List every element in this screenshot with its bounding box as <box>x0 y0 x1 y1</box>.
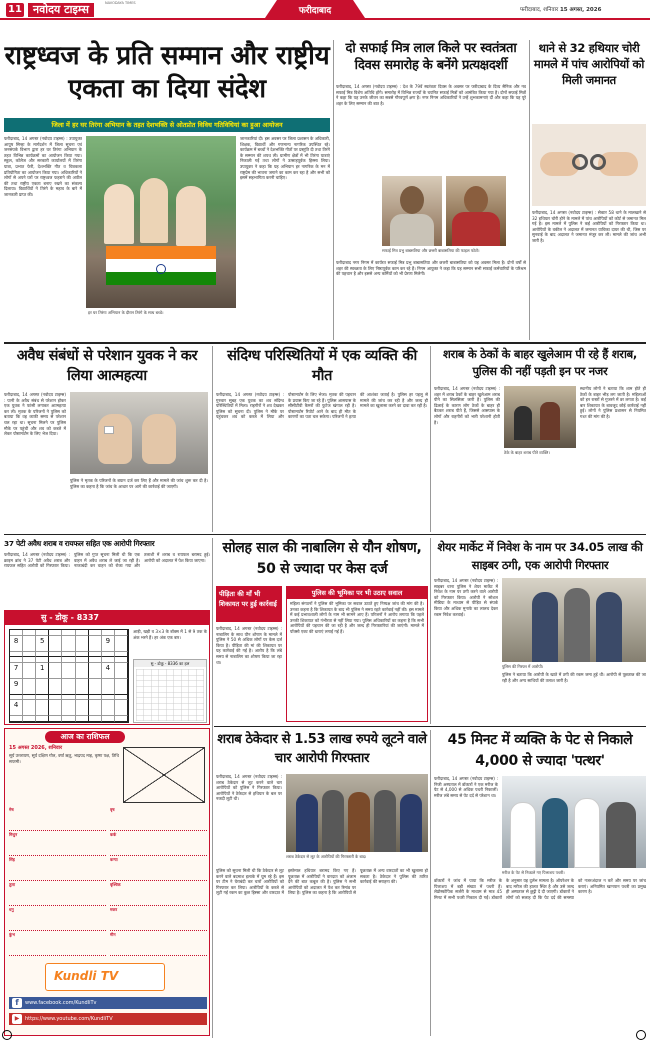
police-role-box: पुलिस की भूमिका पर भी उठाए सवाल महिला संगठनों ने पुलिस की भूमिका पर सवाल उठाते हुए निष्पक्ष जांच की मांग की है। उनका कहना है कि शिकायत के बाद भी पुलिस ने समय रहते कार्रवाई नहीं की। इस मामले में कई प्रभावशाली लोगों के नाम भी सामने आए हैं। परिजनों ने आरोप लगाया कि पहले उनकी शिकायत को गंभीरता से नहीं लिया गया। पुलिस अधिकारियों का कहना है कि सभी आरोपियों की पहचान की जा रही है और जल्द ही गिरफ्तारियां की जाएंगी। मामले में पॉक्सो एक्ट की धाराएं लगाई गई हैं। <box>286 586 428 722</box>
sudoku-cell <box>89 636 102 652</box>
horoscope-sign <box>9 907 106 931</box>
masthead <box>0 0 650 20</box>
headline: 37 पेटी अवैध शराब व रायफल सहित एक आरोपी गिरफ्तार <box>4 539 155 548</box>
horoscope-sign <box>110 882 207 906</box>
sudoku-cell <box>102 700 115 716</box>
box-title: पुलिस की भूमिका पर भी उठाए सवाल <box>287 587 427 599</box>
sudoku-cell <box>62 700 75 716</box>
sudoku-cell: 1 <box>36 663 49 679</box>
youtube-icon: ▶ <box>12 1014 22 1024</box>
sudoku-cell <box>36 679 49 695</box>
sudoku-cell <box>23 679 36 695</box>
story-cyber-fraud <box>434 538 646 724</box>
sudoku-grid <box>9 629 129 723</box>
sudoku-cell <box>76 716 89 722</box>
sign-name: धनु <box>9 907 14 912</box>
section-title: फरीदाबाद <box>298 6 332 16</box>
sudoku-cell <box>89 663 102 679</box>
body-col-3: जानकारियां दी। इस अवसर पर जिला प्रशासन के अधिकारी, शिक्षक, विद्यार्थी और गणमान्य नागरिक उपस्थित रहे। कार्यक्रम में बच्चों ने देशभक्ति गीतों पर प्रस्तुति दी तथा तिरंगे के सम्मान की शपथ ली। ग्रामीण क्षेत्रों में भी तिरंगा यात्राएं निकाली गईं तथा लोगों ने उत्साहपूर्वक हिस्सा लिया। उपायुक्त ने कहा कि यह अभियान हर नागरिक के मन में राष्ट्रप्रेम की भावना जगाने का काम कर रहा है और सभी को इसमें सहभागिता करनी चाहिए। <box>240 136 330 181</box>
sudoku-cell <box>76 700 89 716</box>
photo-caption: सफाई मित्र प्रभु बाबसतिया और छत्तरी बाबासतिया की फाइल फोटो। <box>382 248 480 253</box>
sign-name: वृश्चिक <box>110 882 121 887</box>
photo-caption: शराब ठेकेदार से लूट के आरोपियों की गिरफ्तारी के बाद। <box>286 854 367 859</box>
sudoku-cell <box>23 700 36 716</box>
body-left: फरीदाबाद, 14 अगस्त (नवोदय टाइम्स) : साइबर थाना पुलिस ने शेयर मार्केट में निवेश के नाम पर ठगी करने वाले आरोपी को गिरफ्तार किया। आरोपी ने सोशल मीडिया के माध्यम से पीड़ित से संपर्क किया और अधिक मुनाफे का लालच देकर रकम निवेश करवाई। <box>434 578 498 617</box>
story-illegal-liquor <box>4 538 210 608</box>
dateline: फरीदाबाद, शनिवार 15 अगस्त, 2026 <box>520 7 602 13</box>
sudoku-cell <box>115 663 128 679</box>
horoscope-sign <box>110 807 207 831</box>
sudoku-cell: 7 <box>10 663 23 679</box>
horoscope-sign <box>9 807 106 831</box>
sub-headline: पीड़िता की माँ भी शिकायत पर हुई कार्रवाई <box>216 586 282 622</box>
sudoku-cell <box>115 636 128 652</box>
kundli-banner <box>45 963 165 991</box>
sudoku-cell <box>76 679 89 695</box>
sudoku-cell <box>49 716 62 722</box>
sudoku-cell <box>115 716 128 722</box>
sudoku-cell <box>62 679 75 695</box>
sign-name: वृष <box>110 807 115 812</box>
body-lower: पुलिस को सूचना मिली थी कि ठेकेदार से लूट करने वाले बदमाश इलाके में घूम रहे हैं। इस पर टीम ने घेराबंदी कर चारों आरोपियों को गिरफ्तार कर लिया। आरोपियों के कब्जे से लूटी गई रकम का कुछ हिस्सा और वारदात में इस्तेमाल हथियार बरामद किए गए हैं। पूछताछ में आरोपियों ने वारदात को अंजाम देने की बात कबूल की है। पुलिस ने सभी आरोपियों को अदालत में पेश कर रिमांड पर लिया है। पुलिस का कहना है कि आरोपियों से पूछताछ में अन्य वारदातों का भी खुलासा हो सकता है। ठेकेदार ने पुलिस की त्वरित कार्रवाई की सराहना की। <box>216 868 428 896</box>
sign-name: कन्या <box>110 857 118 862</box>
sudoku-cell: 8 <box>10 636 23 652</box>
horoscope-sign <box>110 832 207 856</box>
children-flag-photo <box>86 136 236 308</box>
photo-caption: ठेके के बाहर शराब पीते व्यक्ति। <box>504 450 550 455</box>
photo-caption: पुलिस की गिरफ्त में आरोपी। <box>502 664 544 669</box>
accused-photo <box>286 774 428 852</box>
headline: शराब के ठेकों के बाहर खुलेआम पी रहे हैं शराब, पुलिस की नहीं पड़ती इन पर नजर <box>442 347 637 378</box>
sudoku-cell <box>115 679 128 695</box>
facebook-link[interactable]: f www.facebook.com/KundliTv <box>9 997 207 1009</box>
sign-name: कुंभ <box>9 932 15 937</box>
sign-name: तुला <box>9 882 16 887</box>
sign-name: मेष <box>9 807 14 812</box>
sign-name: सिंह <box>9 857 15 862</box>
kundli-logo: Kundli TV <box>54 969 119 983</box>
worker-photo-2 <box>446 176 506 246</box>
strap: जिला में हर घर तिरंगा अभियान के तहत देशभक्ति से ओतप्रोत विविध गतिविधियां का हुआ आयोजन <box>4 118 330 132</box>
horoscope-sign <box>9 932 106 956</box>
sudoku-cell <box>89 679 102 695</box>
sudoku-cell <box>76 663 89 679</box>
liquor-photo <box>504 386 576 448</box>
body-lower: फरीदाबाद नगर निगम में कार्यरत सफाई मित्र प्रभु बाबासतिया और छत्तरी बाबासतिया को यह अवसर मिला है। दोनों वर्षों से शहर की स्वच्छता के लिए निष्ठापूर्वक काम कर रहे हैं। निगम आयुक्त ने कहा कि यह सम्मान सभी सफाई कर्मचारियों के परिश्रम की पहचान है और इससे अन्य कर्मियों को भी प्रेरणा मिलेगी। <box>336 260 526 277</box>
sudoku-cell: 9 <box>102 636 115 652</box>
headline: शेयर मार्केट में निवेश के नाम पर 34.05 लाख की साइबर ठगी, एक आरोपी गिरफ्तार <box>437 540 643 572</box>
logo-note: NAVODAYA TIMES <box>105 1 136 5</box>
horoscope-sign <box>9 832 106 856</box>
sudoku-cell <box>115 700 128 716</box>
sign-name: मकर <box>110 907 118 912</box>
sudoku-answer <box>133 659 207 723</box>
sign-name: मीन <box>110 932 116 937</box>
headline: राष्ट्रध्वज के प्रति सम्मान और राष्ट्रीय एकता का दिया संदेश <box>4 41 330 104</box>
sudoku-title: सु - डोकू - 8337 <box>41 613 99 622</box>
photo-caption: मरीज के पेट से निकाले गए पित्ताशय पथरी। <box>502 870 565 875</box>
sudoku-cell: 9 <box>10 679 23 695</box>
story-robbery-arrest <box>216 730 428 1036</box>
horoscope-title: आज का राशिफल <box>45 731 125 743</box>
story-flag-respect <box>4 40 330 340</box>
sudoku-cell: 5 <box>36 636 49 652</box>
panchang: सूर्य उत्तरायण, सूर्य दक्षिण गोल, वर्षा ऋतु, भाद्रपद माह, कृष्ण पक्ष, तिथि सप्तमी। <box>9 753 119 764</box>
horoscope-date: 15 अगस्त 2026, शनिवार <box>9 745 63 751</box>
body: फरीदाबाद, 14 अगस्त (नवोदय टाइम्स) : गुरुवार सुबह एक युवक का शव संदिग्ध परिस्थितियों में मिला। राहगीरों ने शव देखकर पुलिस को सूचना दी। पुलिस ने मौके पर पहुंचकर शव को कब्जे में लिया और पोस्टमार्टम के लिए भेजा। मृतक की पहचान के प्रयास किए जा रहे हैं। पुलिस आसपास के सीसीटीवी कैमरों की फुटेज खंगाल रही है। पोस्टमार्टम रिपोर्ट आने के बाद ही मौत के कारणों का पता चल सकेगा। परिजनों ने हत्या की आशंका जताई है। पुलिस हर पहलू से मामले की जांच कर रही है और जल्द ही मामले का खुलासा करने का दावा कर रही है। <box>216 392 428 420</box>
logo: नवोदय टाइम्स <box>28 3 94 17</box>
arrest-photo <box>502 578 646 662</box>
horoscope-sign <box>9 857 106 881</box>
sudoku-cell <box>10 716 23 722</box>
sudoku-box <box>4 610 210 725</box>
registration-mark <box>2 1030 12 1040</box>
story-weapons-theft <box>532 40 646 340</box>
sudoku-cell <box>49 700 62 716</box>
body-left: फरीदाबाद, 14 अगस्त (नवोदय टाइम्स) : पत्नी के अवैध संबंध से परेशान होकर एक युवक ने फांसी लगाकर आत्महत्या कर ली। मृतक के परिजनों ने पुलिस को बताया कि वह काफी समय से परेशान चल रहा था। सूचना मिलने पर पुलिस मौके पर पहुंची और शव को कब्जे में लेकर पोस्टमार्टम के लिए भेज दिया। <box>4 392 66 437</box>
sudoku-instructions: आड़ी, खड़ी व 3×3 के बॉक्स में 1 से 9 तक के अंक भरने हैं। हर अंक एक बार। <box>133 629 207 640</box>
photo-caption: हर घर तिरंगा अभियान के दौरान तिरंगे के साथ बच्चे। <box>88 310 164 315</box>
horoscope-sign <box>9 882 106 906</box>
body-left: फरीदाबाद, 14 अगस्त (नवोदय टाइम्स) : शहर में शराब ठेकों के बाहर खुलेआम शराब पीने का सिलसिला जारी है। पुलिस की ढिलाई के कारण लोग ठेकों के बाहर ही बैठकर शराब पीते हैं, जिससे आसपास के लोगों और राहगीरों को भारी परेशानी होती है। <box>434 386 500 425</box>
sudoku-cell <box>89 700 102 716</box>
headline: दो सफाई मित्र लाल किले पर स्वतंत्रता दिवस समारोह के बनेंगे प्रत्यक्षदर्शी <box>345 41 517 73</box>
facebook-icon: f <box>12 998 22 1008</box>
body-col-1: फरीदाबाद, 14 अगस्त (नवोदय टाइम्स) : उपायुक्त आयुष सिन्हा के मार्गदर्शन में जिला सूचना एवं जनसंपर्क विभाग द्वारा हर घर तिरंगा अभियान के तहत विभिन्न कार्यक्रमों का आयोजन किया गया। स्कूल, कॉलेज और सरकारी कार्यालयों में तिरंगा यात्रा, प्रभात फेरी, देशभक्ति गीत व चित्रकला प्रतियोगिता का आयोजन किया गया। अधिकारियों ने लोगों से अपने घरों पर राष्ट्रध्वज फहराने की अपील की तथा राष्ट्रीय एकता बनाए रखने का संकल्प दिलाया। विद्यार्थियों ने तिरंगे के महत्व के बारे में जानकारी प्राप्त की। <box>4 136 82 197</box>
registration-mark <box>636 1030 646 1040</box>
body-right: पुलिस ने बताया कि आरोपी के खाते में ठगी की रकम जमा हुई थी। आरोपी से पूछताछ की जा रही है और अन्य साथियों की तलाश जारी है। <box>502 672 646 683</box>
headline: अवैध संबंधों से परेशान युवक ने कर लिया आत्महत्या <box>16 348 198 384</box>
sudoku-cell: 4 <box>10 700 23 716</box>
horoscope-sign <box>110 907 207 931</box>
headline: शराब ठेकेदार से 1.53 लाख रुपये लूटने वाले चार आरोपी गिरफ्तार <box>217 732 427 766</box>
sudoku-cell <box>23 663 36 679</box>
sudoku-cell <box>102 716 115 722</box>
sudoku-cell <box>102 679 115 695</box>
doctors-photo <box>502 776 646 868</box>
story-minor-abuse <box>216 538 428 724</box>
story-suspicious-death <box>216 346 428 532</box>
body: फरीदाबाद, 14 अगस्त (नवोदय टाइम्स) : क्राइम ब्रांच ने 37 पेटी अवैध शराब और रायफल सहित आरोपी को गिरफ्तार किया। पुलिस को गुप्त सूचना मिली थी कि एक वाहन में अवैध शराब ले जाई जा रही है। नाकाबंदी कर वाहन को रोका गया और तलाशी में शराब व रायफल बरामद हुई। आरोपी को अदालत में पेश किया जाएगा। <box>4 552 210 569</box>
sudoku-cell <box>49 636 62 652</box>
sudoku-cell <box>76 636 89 652</box>
story-sanitation-workers <box>336 40 526 340</box>
headline: सोलह साल की नाबालिग से यौन शोषण, 50 से ज्यादा पर केस दर्ज <box>222 540 422 577</box>
answer-title: सु - डोकू - 8336 का हल <box>134 660 206 667</box>
sudoku-cell <box>23 716 36 722</box>
sudoku-cell <box>36 716 49 722</box>
sudoku-cell <box>62 716 75 722</box>
sign-name: कर्क <box>110 832 117 837</box>
body: फरीदाबाद, 14 अगस्त (नवोदय टाइम्स) : देश के 79वें स्वतंत्रता दिवस के अवसर पर फरीदाबाद के दिव्य सैनिक और नव सफाई मित्र विशेष अतिथि होंगे। समारोह में विभिन्न राज्यों के चयनित सफाई मित्रों को आमंत्रित किया गया है। दोनों सफाई मित्रों ने कहा कि यह उनके जीवन का सबसे गौरवपूर्ण क्षण है। नगर निगम अधिकारियों ने उन्हें शुभकामनाएं दीं और कहा कि यह पूरे शहर के लिए सम्मान की बात है। <box>336 84 526 106</box>
body-left: फरीदाबाद, 14 अगस्त (नवोदय टाइम्स) : शराब ठेकेदार से लूट करने वाले चार आरोपियों को पुलिस ने गिरफ्तार किया। आरोपियों ने ठेकेदार से हथियार के बल पर नकदी लूटी थी। <box>216 774 282 802</box>
sudoku-cell <box>62 663 75 679</box>
feet-photo <box>70 392 208 474</box>
page-number: 11 <box>6 3 24 17</box>
kundli-chart <box>123 747 205 803</box>
sudoku-cell: 4 <box>102 663 115 679</box>
headline: 45 मिनट में व्यक्ति के पेट से निकाले 4,000 से ज्यादा 'पत्थर' <box>447 732 633 769</box>
headline: थाने से 32 हथियार चोरी मामले में पांच आरोपियों को मिली जमानत <box>533 41 645 87</box>
horoscope-list <box>9 807 207 957</box>
sudoku-cell <box>62 636 75 652</box>
sudoku-cell <box>23 636 36 652</box>
youtube-link[interactable]: ▶ https://www.youtube.com/KundliTV <box>9 1013 207 1025</box>
sudoku-cell <box>49 679 62 695</box>
body-right: पुलिस ने मृतक के परिजनों के बयान दर्ज कर लिए हैं और मामले की जांच शुरू कर दी है। पुलिस का कहना है कि जांच के आधार पर आगे की कार्रवाई की जाएगी। <box>70 478 208 489</box>
sudoku-cell <box>89 716 102 722</box>
body-left: फरीदाबाद, 14 अगस्त (नवोदय टाइम्स) : नाबालिग के साथ यौन शोषण के मामले में पुलिस ने 50 से अधिक लोगों पर केस दर्ज किया है। पीड़िता की मां की शिकायत पर यह कार्रवाई की गई है। आरोप है कि लंबे समय से नाबालिग का शोषण किया जा रहा था। <box>216 626 282 665</box>
body-right: स्थानीय लोगों ने बताया कि शाम होते ही ठेकों के बाहर भीड़ लग जाती है। महिलाओं को इन रास्तों से गुजरने में डर लगता है। कई बार शिकायत के बावजूद कोई कार्रवाई नहीं हुई। लोगों ने पुलिस प्रशासन से नियमित गश्त की मांग की है। <box>580 386 646 419</box>
body-lower: डॉक्टरों ने जांच में पाया कि मरीज के पित्ताशय में बड़ी संख्या में पथरी हैं। लेप्रोस्कोपिक सर्जरी के माध्यम से मात्र 45 मिनट में सभी पथरी निकाल दी गईं। डॉक्टरों के अनुसार यह दुर्लभ मामला है। ऑपरेशन के बाद मरीज की हालत स्थिर है और उसे जल्द ही अस्पताल से छुट्टी दे दी जाएगी। डॉक्टरों ने लोगों को सलाह दी कि पेट दर्द की समस्या को नजरअंदाज न करें और समय पर जांच कराएं। अनियमित खानपान पथरी का प्रमुख कारण है। <box>434 878 646 900</box>
story-liquor-shops <box>434 346 646 532</box>
sudoku-cell <box>36 700 49 716</box>
body-left: फरीदाबाद, 14 अगस्त (नवोदय टाइम्स) : निजी अस्पताल में डॉक्टरों ने एक मरीज के पेट से 4,000 से अधिक पथरी निकालीं। मरीज लंबे समय से पेट दर्द से परेशान था। <box>434 776 498 798</box>
headline: संदिग्ध परिस्थितियों में एक व्यक्ति की मौत <box>227 348 417 384</box>
sudoku-cell <box>49 663 62 679</box>
horoscope-box <box>4 728 210 1036</box>
story-suicide <box>4 346 210 532</box>
story-gallstones <box>434 730 646 1036</box>
horoscope-sign <box>110 932 207 956</box>
sign-name: मिथुन <box>9 832 18 837</box>
body: फरीदाबाद, 14 अगस्त (नवोदय टाइम्स) : सेक्टर 58 थाने के मालखाने से 32 हथियार चोरी होने के मामले में पांच आरोपियों को कोर्ट से जमानत मिल गई है। इस मामले में पुलिस ने कई आरोपियों को गिरफ्तार किया था। आरोपियों के वकील ने अदालत में जमानत याचिका दायर की थी, जिस पर सुनवाई के बाद अदालत ने जमानत मंजूर कर ली। मामले की जांच अभी जारी है। <box>532 210 646 243</box>
worker-photo-1 <box>382 176 442 246</box>
handcuff-photo <box>532 124 646 206</box>
horoscope-sign <box>110 857 207 881</box>
